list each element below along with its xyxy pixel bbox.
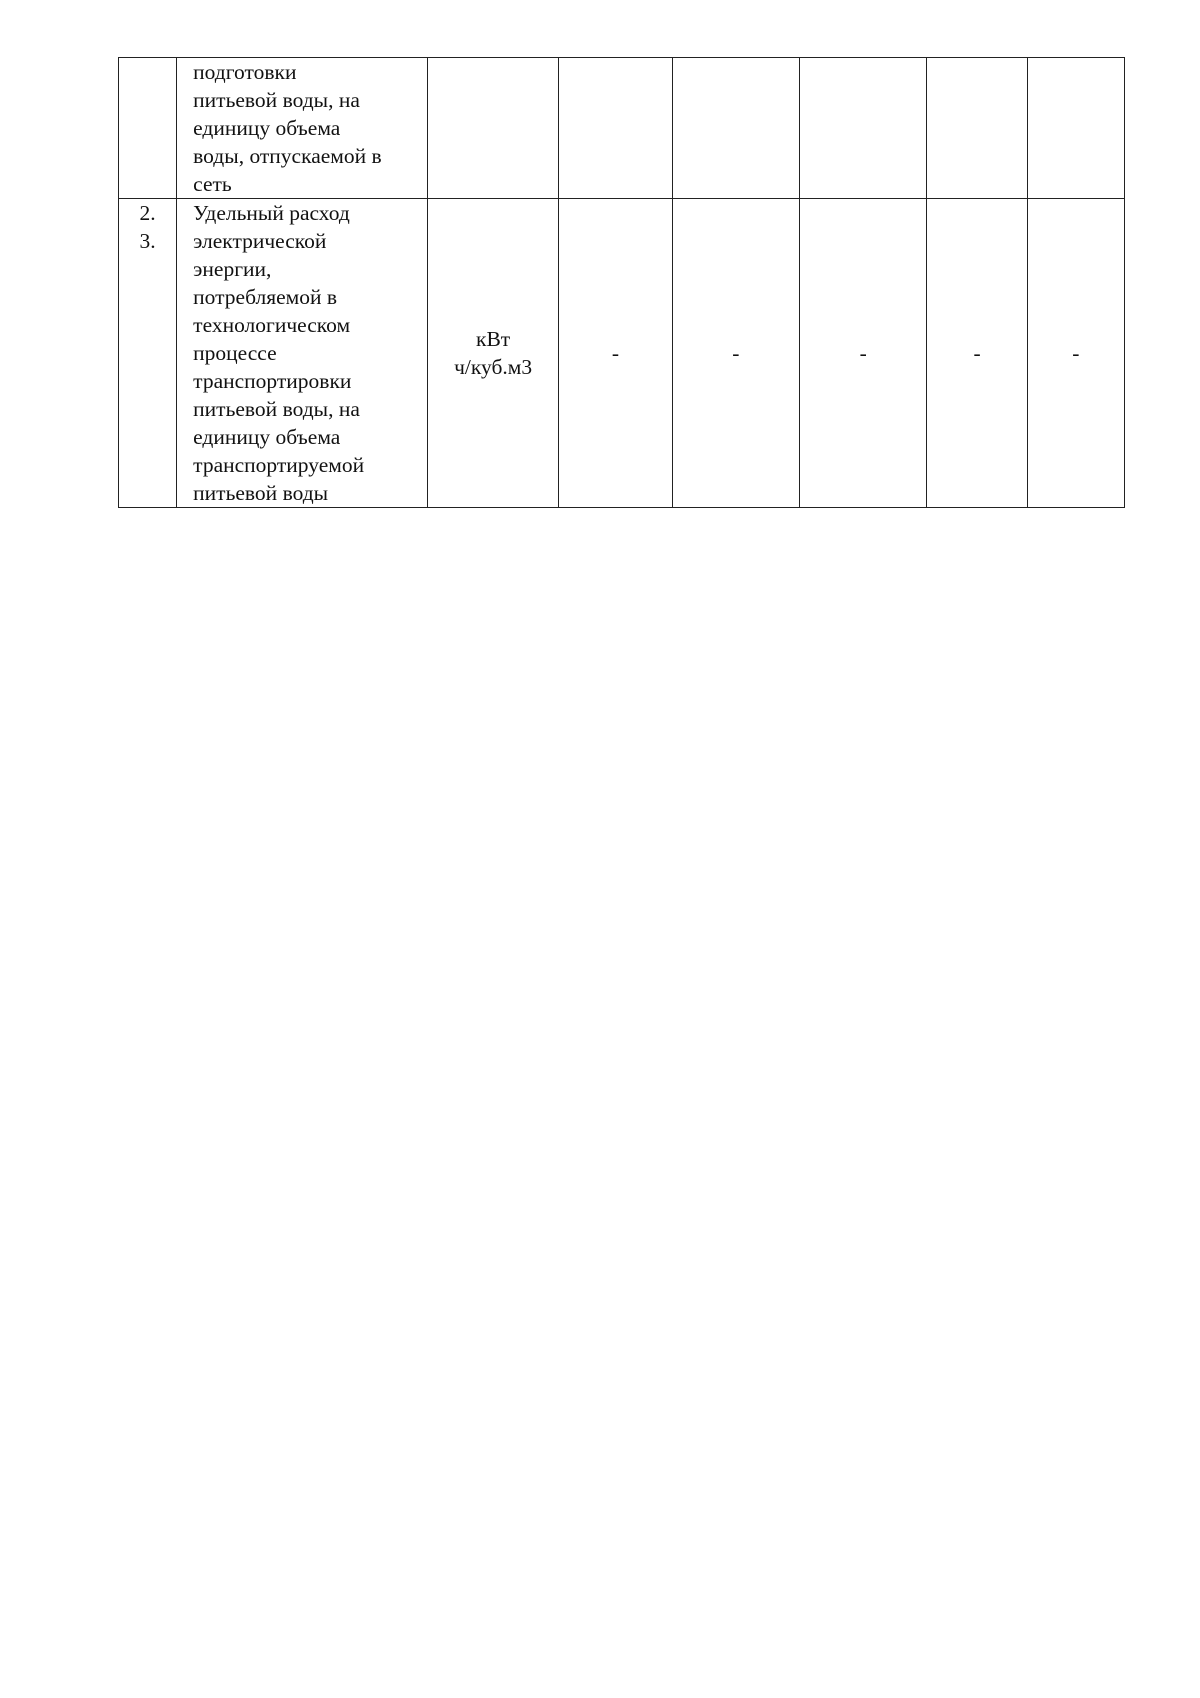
row-number-line: 2. [139,201,156,225]
indicator-name-line: энергии, [193,257,272,281]
row-number-cell [119,58,177,199]
table-row [119,199,1125,508]
indicators-table [118,57,1125,508]
value-cell [672,58,799,199]
value-cell: - [800,199,927,508]
value-cell: - [1027,199,1124,508]
value-cell [1027,58,1124,199]
indicator-name-line: транспортируемой [193,453,365,477]
value-cell [927,58,1027,199]
indicator-name-line: подготовки [193,60,297,84]
indicator-name-line: питьевой воды, на [193,88,360,112]
table-row [119,58,1125,199]
unit-line: ч/куб.м3 [454,355,533,379]
value-cell [800,58,927,199]
indicator-name-line: технологическом [193,313,351,337]
indicator-name-cell [177,199,428,508]
indicator-name-line: электрической [193,229,327,253]
unit-cell [427,199,558,508]
indicator-name-line: транспортировки [193,369,352,393]
indicator-name-line: потребляемой в [193,285,338,309]
indicator-name-line: единицу объема [193,425,341,449]
unit-line: кВт [476,327,511,351]
value-cell [559,58,672,199]
value-cell: - [672,199,799,508]
unit-cell [427,58,558,199]
indicator-name-line: воды, отпускаемой в [193,144,382,168]
value-cell: - [927,199,1027,508]
indicator-name-line: единицу объема [193,116,341,140]
value-cell: - [559,199,672,508]
indicator-name-line: питьевой воды, на [193,397,360,421]
row-number-cell [119,199,177,508]
indicator-name-line: процессе [193,341,277,365]
indicator-name-cell [177,58,428,199]
indicator-name-line: сеть [193,172,232,196]
indicator-name-line: питьевой воды [193,481,329,505]
indicator-name-line: Удельный расход [193,201,350,225]
row-number-line: 3. [139,229,156,253]
